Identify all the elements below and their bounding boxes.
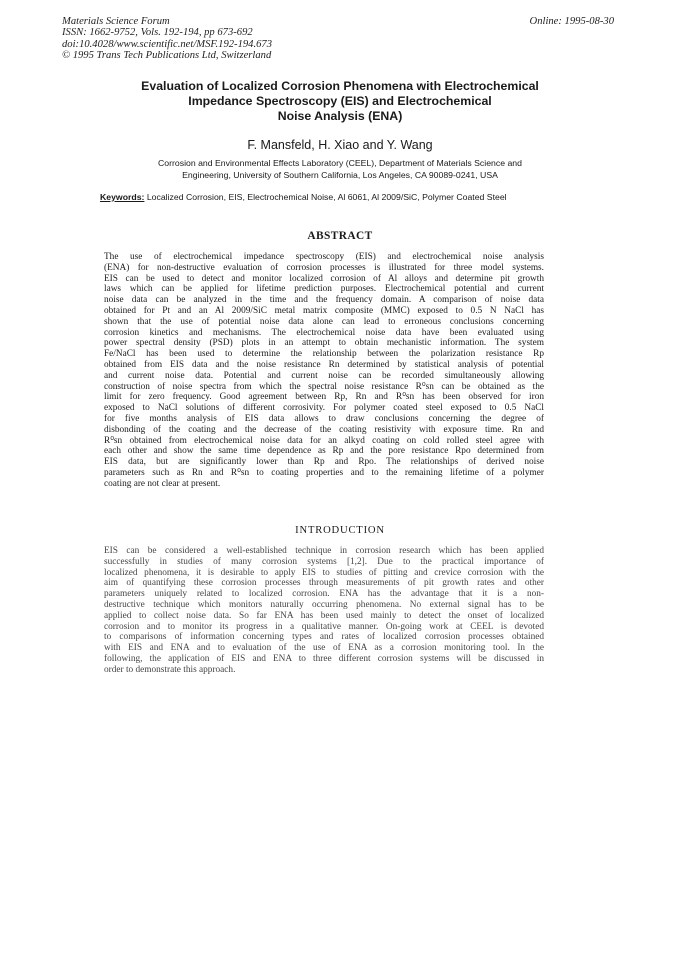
abstract-line: laws which can be applied for lifetime prediction purposes. Electrochemical potential and current [104, 284, 544, 295]
doi-line[interactable]: doi:10.4028/www.scientific.net/MSF.192-194.673 [62, 38, 272, 50]
online-date: Online: 1995-08-30 [529, 16, 614, 27]
journal-name: Materials Science Forum [62, 16, 170, 27]
abstract-body [104, 252, 544, 490]
keywords-text: Localized Corrosion, EIS, Electrochemical Noise, Al 6061, Al 2009/SiC, Polymer Coated Steel [146, 192, 507, 202]
abstract-line: each other and show the same time dependence as Rp and the pore resistance Rpo determined from [104, 446, 544, 457]
abstract-line: Fe/NaCl has been used to determine the relationship between the polarization resistance Rp [104, 349, 544, 360]
introduction-heading: INTRODUCTION [295, 525, 385, 536]
abstract-line: construction of noise spectra from which the spectral noise resistance R⁰sn can be obtained as the [104, 381, 544, 392]
journal-header [62, 16, 272, 61]
intro-line: order to demonstrate this approach. [104, 664, 236, 675]
abstract-line: (ENA) for non-destructive evaluation of corrosion processes is illustrated for three model systems. [104, 262, 544, 273]
affiliation-line: Engineering, University of Southern California, Los Angeles, CA 90089-0241, USA [182, 170, 498, 180]
intro-line: successfully in studies of many corrosion systems [1,2]. Due to the practical importance of [104, 556, 544, 567]
title-line: Noise Analysis (ENA) [277, 109, 403, 123]
issn-line: ISSN: 1662-9752, Vols. 192-194, pp 673-692 [62, 27, 253, 39]
abstract-line: power spectral density (PSD) plots in an attempt to obtain mechanistic information. The system [104, 338, 544, 349]
abstract-line: exposed to NaCl solutions of different corrosivity. For polymer coated steel exposed to 0.5 NaCl [104, 403, 544, 414]
intro-line: to comparisons of information concerning types and rates of localized corrosion processes obtained [104, 632, 544, 643]
title-line: Evaluation of Localized Corrosion Phenomena with Electrochemical [141, 79, 539, 93]
abstract-line: and current noise data. Potential and current noise can be recorded simultaneously allowing [104, 370, 544, 381]
intro-line: aim of quantifying these corrosion processes through measurements of pit growth rates and other [104, 578, 544, 589]
author-list: F. Mansfeld, H. Xiao and Y. Wang [247, 138, 433, 152]
intro-line: localized phenomena, it is desirable to apply EIS to studies of pitting and crevice corrosion with the [104, 567, 544, 578]
intro-line: applied to collect noise data. So far ENA has been used mainly to detect the onset of localized [104, 610, 544, 621]
intro-line: with EIS and ENA and to evaluation of the use of ENA as a corrosion monitoring tool. In the [104, 643, 544, 654]
intro-line: destructive technique which monitors naturally occurring phenomena. No external signal has to be [104, 599, 544, 610]
abstract-line: shown that the use of potential noise data alone can lead to erroneous conclusions concerning [104, 316, 544, 327]
abstract-line: corrosion kinetics and mechanisms. The electrochemical noise data have been evaluated using [104, 327, 544, 338]
abstract-line: EIS data, but are significantly lower than Rp and Rpo. The relationships of derived noise [104, 457, 544, 468]
intro-line: parameters uniquely related to localized corrosion. ENA has the advantage that it is a non- [104, 589, 544, 600]
keywords-block [100, 191, 550, 204]
intro-line: following, the application of EIS and ENA to three different corrosion systems will be discussed in [104, 653, 544, 664]
abstract-line: noise data can be analyzed in the time and the frequency domain. A comparison of noise data [104, 295, 544, 306]
abstract-line: R⁰sn obtained from electrochemical noise data for an alkyd coating on cold rolled steel agree with [104, 435, 544, 446]
copyright-line: © 1995 Trans Tech Publications Ltd, Switzerland [62, 49, 272, 61]
abstract-line: limit for zero frequency. Good agreement between Rp, Rn and R⁰sn has been observed for iron [104, 392, 544, 403]
introduction-body [104, 546, 544, 676]
abstract-heading: ABSTRACT [307, 230, 373, 242]
title-line: Impedance Spectroscopy (EIS) and Electrochemical [188, 94, 492, 108]
abstract-line: The use of electrochemical impedance spectroscopy (EIS) and electrochemical noise analysis [104, 252, 544, 262]
abstract-line: EIS can be used to detect and monitor localized corrosion of Al alloys and determine pit growth [104, 273, 544, 284]
affiliation-line: Corrosion and Environmental Effects Laboratory (CEEL), Department of Materials Science and [158, 158, 522, 168]
abstract-line: obtained for Pt and an Al 2009/SiC metal matrix composite (MMC) exposed to 0.5 N NaCl has [104, 305, 544, 316]
abstract-line: disbonding of the coating and the decrease of the coating resistivity with exposure time. Rn and [104, 424, 544, 435]
abstract-line: parameters such as Rn and R⁰sn to coating properties and to the remaining lifetime of a polymer [104, 467, 544, 478]
paper-title [90, 79, 590, 124]
abstract-line: coating are not clear at present. [104, 478, 221, 489]
keywords-label: Keywords: [100, 192, 145, 202]
intro-line: EIS can be considered a well-established technique in corrosion research which has been applied [104, 546, 544, 556]
intro-line: corrosion and to monitor its progress in a qualitative manner. On-going work at CEEL is devoted [104, 621, 544, 632]
abstract-line: for five months analysis of EIS data allows to draw conclusions concerning the degree of [104, 413, 544, 424]
affiliation [90, 157, 590, 181]
abstract-line: obtained from EIS data and the noise resistance Rn determined by statistical analysis of potential [104, 359, 544, 370]
